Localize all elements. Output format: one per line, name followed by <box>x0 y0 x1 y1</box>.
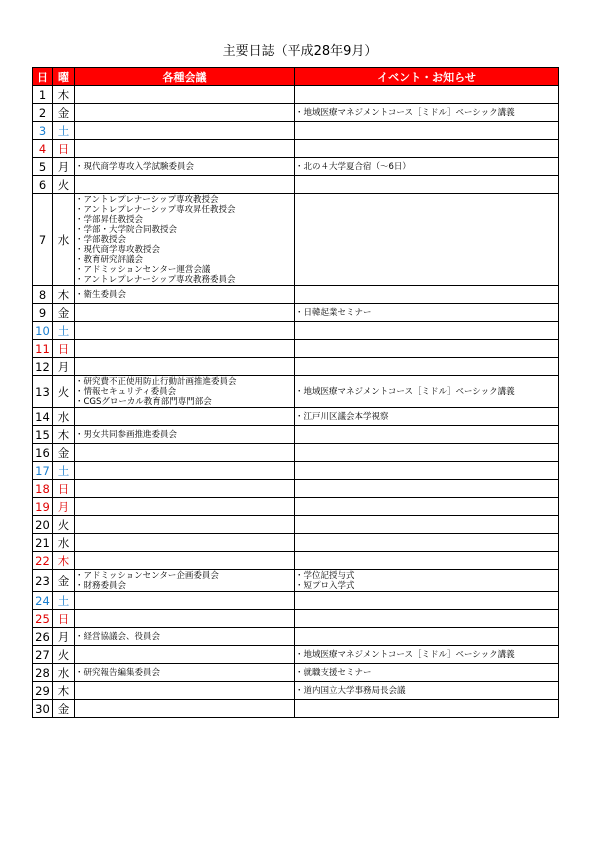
table-row <box>33 358 559 376</box>
cell-events <box>295 340 559 358</box>
meeting-item: ・学部・大学院合同教授会 <box>75 224 178 235</box>
table-row <box>33 610 559 628</box>
cell-weekday: 土 <box>53 322 75 340</box>
meeting-item: ・アントレプレナーシップ専攻昇任教授会 <box>75 204 236 215</box>
cell-meetings <box>75 376 295 408</box>
cell-events <box>295 304 559 322</box>
cell-weekday: 月 <box>53 158 75 176</box>
cell-weekday: 木 <box>53 682 75 700</box>
cell-day: 26 <box>33 628 53 646</box>
meeting-item: ・教育研究評議会 <box>75 254 144 265</box>
cell-weekday: 土 <box>53 592 75 610</box>
cell-day: 14 <box>33 408 53 426</box>
meeting-item: ・情報セキュリティ委員会 <box>75 386 177 397</box>
cell-weekday: 水 <box>53 534 75 552</box>
cell-day: 1 <box>33 86 53 104</box>
cell-events <box>295 610 559 628</box>
cell-meetings <box>75 682 295 700</box>
cell-meetings <box>75 628 295 646</box>
meeting-item: ・衛生委員会 <box>75 289 127 300</box>
event-item: ・地域医療マネジメントコース［ミドル］ベーシック講義 <box>295 649 515 660</box>
cell-meetings <box>75 534 295 552</box>
event-item: ・北の４大学夏合宿（～6日） <box>295 161 411 172</box>
cell-meetings <box>75 646 295 664</box>
cell-weekday: 日 <box>53 140 75 158</box>
table-row <box>33 498 559 516</box>
event-item: ・短プロ入学式 <box>295 580 355 591</box>
table-row <box>33 140 559 158</box>
cell-day: 21 <box>33 534 53 552</box>
cell-meetings <box>75 194 295 286</box>
cell-weekday: 火 <box>53 176 75 194</box>
cell-meetings <box>75 304 295 322</box>
meeting-item: ・現代商学専攻入学試験委員会 <box>75 161 195 172</box>
cell-meetings <box>75 664 295 682</box>
meeting-item: ・アントレプレナーシップ専攻教務委員会 <box>75 274 236 285</box>
cell-weekday: 土 <box>53 462 75 480</box>
meeting-item: ・CGSグローカル教育部門専門部会 <box>75 396 212 407</box>
meeting-item: ・アントレプレナーシップ専攻教授会 <box>75 194 219 205</box>
cell-events <box>295 140 559 158</box>
cell-meetings <box>75 122 295 140</box>
meeting-item: ・アドミッションセンター運営会議 <box>75 264 211 275</box>
cell-events <box>295 86 559 104</box>
cell-events <box>295 534 559 552</box>
cell-weekday: 水 <box>53 664 75 682</box>
cell-weekday: 金 <box>53 444 75 462</box>
cell-day: 16 <box>33 444 53 462</box>
cell-weekday: 水 <box>53 408 75 426</box>
cell-day: 17 <box>33 462 53 480</box>
meeting-item: ・アドミッションセンター企画委員会 <box>75 570 219 581</box>
cell-events <box>295 286 559 304</box>
meeting-item: ・研究報告編集委員会 <box>75 667 161 678</box>
cell-meetings <box>75 408 295 426</box>
cell-day: 22 <box>33 552 53 570</box>
cell-day: 4 <box>33 140 53 158</box>
header-dow: 曜 <box>53 68 75 86</box>
cell-weekday: 日 <box>53 610 75 628</box>
cell-day: 20 <box>33 516 53 534</box>
cell-events <box>295 408 559 426</box>
cell-day: 12 <box>33 358 53 376</box>
cell-weekday: 日 <box>53 480 75 498</box>
cell-day: 28 <box>33 664 53 682</box>
cell-meetings <box>75 426 295 444</box>
cell-weekday: 木 <box>53 286 75 304</box>
cell-weekday: 金 <box>53 570 75 592</box>
table-row <box>33 664 559 682</box>
page-title: 主要日誌（平成28年9月） <box>222 44 378 59</box>
cell-day: 3 <box>33 122 53 140</box>
cell-day: 5 <box>33 158 53 176</box>
event-item: ・道内国立大学事務局長会議 <box>295 685 406 696</box>
cell-events <box>295 628 559 646</box>
cell-events <box>295 176 559 194</box>
table-row <box>33 426 559 444</box>
diary-table <box>32 67 559 718</box>
cell-meetings <box>75 158 295 176</box>
table-row <box>33 376 559 408</box>
header-day: 日 <box>33 68 53 86</box>
cell-weekday: 木 <box>53 426 75 444</box>
cell-weekday: 金 <box>53 104 75 122</box>
table-row <box>33 322 559 340</box>
cell-meetings <box>75 86 295 104</box>
table-row <box>33 646 559 664</box>
event-item: ・日韓起業セミナー <box>295 307 372 318</box>
cell-events <box>295 498 559 516</box>
cell-weekday: 木 <box>53 86 75 104</box>
meeting-item: ・財務委員会 <box>75 580 127 591</box>
table-row <box>33 592 559 610</box>
header-row <box>33 68 559 86</box>
cell-meetings <box>75 176 295 194</box>
table-row <box>33 628 559 646</box>
table-row <box>33 682 559 700</box>
cell-day: 19 <box>33 498 53 516</box>
table-row <box>33 176 559 194</box>
cell-events <box>295 592 559 610</box>
cell-weekday: 火 <box>53 516 75 534</box>
cell-meetings <box>75 570 295 592</box>
cell-meetings <box>75 358 295 376</box>
cell-events <box>295 376 559 408</box>
event-item: ・地域医療マネジメントコース［ミドル］ベーシック講義 <box>295 386 515 397</box>
cell-events <box>295 104 559 122</box>
cell-weekday: 土 <box>53 122 75 140</box>
meeting-item: ・経営協議会、役員会 <box>75 631 161 642</box>
cell-events <box>295 194 559 286</box>
cell-day: 11 <box>33 340 53 358</box>
cell-events <box>295 700 559 718</box>
table-row <box>33 480 559 498</box>
cell-weekday: 水 <box>53 194 75 286</box>
meeting-item: ・学部昇任教授会 <box>75 214 144 225</box>
cell-events <box>295 158 559 176</box>
header-meetings: 各種会議 <box>75 68 295 86</box>
cell-events <box>295 570 559 592</box>
cell-meetings <box>75 552 295 570</box>
table-row <box>33 122 559 140</box>
cell-events <box>295 552 559 570</box>
cell-day: 25 <box>33 610 53 628</box>
cell-meetings <box>75 140 295 158</box>
cell-weekday: 火 <box>53 646 75 664</box>
cell-meetings <box>75 104 295 122</box>
cell-day: 7 <box>33 194 53 286</box>
meeting-item: ・研究費不正使用防止行動計画推進委員会 <box>75 376 237 387</box>
table-row <box>33 444 559 462</box>
table-row <box>33 158 559 176</box>
cell-events <box>295 664 559 682</box>
cell-meetings <box>75 462 295 480</box>
meeting-item: ・現代商学専攻教授会 <box>75 244 161 255</box>
table-row <box>33 408 559 426</box>
event-item: ・江戸川区議会本学視察 <box>295 411 389 422</box>
cell-events <box>295 462 559 480</box>
cell-events <box>295 358 559 376</box>
cell-events <box>295 480 559 498</box>
cell-weekday: 金 <box>53 304 75 322</box>
table-row <box>33 286 559 304</box>
cell-weekday: 木 <box>53 552 75 570</box>
table-row <box>33 570 559 592</box>
cell-day: 8 <box>33 286 53 304</box>
cell-meetings <box>75 480 295 498</box>
cell-meetings <box>75 322 295 340</box>
cell-meetings <box>75 286 295 304</box>
cell-events <box>295 516 559 534</box>
cell-meetings <box>75 516 295 534</box>
table-row <box>33 700 559 718</box>
event-item: ・地域医療マネジメントコース［ミドル］ベーシック講義 <box>295 107 515 118</box>
cell-weekday: 金 <box>53 700 75 718</box>
event-item: ・学位記授与式 <box>295 570 355 581</box>
cell-events <box>295 322 559 340</box>
meeting-item: ・学部教授会 <box>75 234 127 245</box>
cell-day: 29 <box>33 682 53 700</box>
cell-day: 13 <box>33 376 53 408</box>
cell-day: 30 <box>33 700 53 718</box>
cell-day: 2 <box>33 104 53 122</box>
table-row <box>33 462 559 480</box>
cell-day: 23 <box>33 570 53 592</box>
table-row <box>33 534 559 552</box>
cell-events <box>295 646 559 664</box>
cell-meetings <box>75 498 295 516</box>
table-row <box>33 104 559 122</box>
table-row <box>33 86 559 104</box>
cell-weekday: 月 <box>53 358 75 376</box>
cell-day: 18 <box>33 480 53 498</box>
cell-events <box>295 122 559 140</box>
cell-day: 10 <box>33 322 53 340</box>
diary-body <box>33 86 559 718</box>
cell-day: 27 <box>33 646 53 664</box>
header-events: イベント・お知らせ <box>295 68 559 86</box>
table-row <box>33 552 559 570</box>
table-row <box>33 194 559 286</box>
table-row <box>33 516 559 534</box>
cell-meetings <box>75 444 295 462</box>
cell-day: 24 <box>33 592 53 610</box>
cell-weekday: 日 <box>53 340 75 358</box>
cell-meetings <box>75 700 295 718</box>
table-row <box>33 340 559 358</box>
cell-day: 15 <box>33 426 53 444</box>
cell-weekday: 月 <box>53 628 75 646</box>
cell-meetings <box>75 592 295 610</box>
meeting-item: ・男女共同参画推進委員会 <box>75 429 178 440</box>
cell-meetings <box>75 340 295 358</box>
cell-events <box>295 682 559 700</box>
cell-events <box>295 426 559 444</box>
cell-meetings <box>75 610 295 628</box>
cell-day: 9 <box>33 304 53 322</box>
cell-day: 6 <box>33 176 53 194</box>
cell-weekday: 月 <box>53 498 75 516</box>
cell-events <box>295 444 559 462</box>
table-row <box>33 304 559 322</box>
event-item: ・就職支援セミナー <box>295 667 372 678</box>
cell-weekday: 火 <box>53 376 75 408</box>
